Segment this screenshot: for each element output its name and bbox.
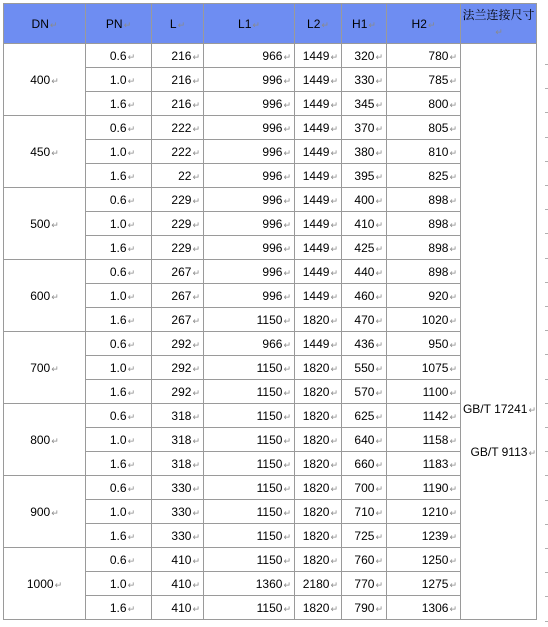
- cell-l1: 1360↵: [204, 572, 295, 596]
- cell-h2: 810↵: [387, 140, 461, 164]
- cell-l: 222↵: [152, 140, 204, 164]
- header-flange-connection: 法兰连接尺寸↵: [461, 4, 537, 44]
- cell-l: 292↵: [152, 380, 204, 404]
- header-pn: PN↵: [86, 4, 152, 44]
- cell-pn: 0.6↵: [86, 116, 152, 140]
- cell-l1: 1150↵: [204, 428, 295, 452]
- cell-l1: 1150↵: [204, 380, 295, 404]
- cell-l: 318↵: [152, 404, 204, 428]
- cell-l: 222↵: [152, 116, 204, 140]
- cell-l1: 1150↵: [204, 404, 295, 428]
- cell-l1: 1150↵: [204, 452, 295, 476]
- cell-pn: 0.6↵: [86, 188, 152, 212]
- cell-h1: 330↵: [342, 68, 387, 92]
- cell-l1: 1150↵: [204, 356, 295, 380]
- cell-l1: 1150↵: [204, 476, 295, 500]
- cell-dn: 700↵: [4, 332, 86, 404]
- cell-l: 410↵: [152, 596, 204, 620]
- cell-dn: 600↵: [4, 260, 86, 332]
- cell-h1: 700↵: [342, 476, 387, 500]
- flange-standard-2: GB/T 9113↵: [470, 445, 536, 459]
- cell-h1: 370↵: [342, 116, 387, 140]
- cell-l2: 1820↵: [295, 548, 342, 572]
- cell-h1: 760↵: [342, 548, 387, 572]
- cell-h1: 550↵: [342, 356, 387, 380]
- table-row: [4, 404, 537, 428]
- header-h1: H1↵: [342, 4, 387, 44]
- cell-pn: 1.0↵: [86, 68, 152, 92]
- table-row: [4, 260, 537, 284]
- cell-l1: 996↵: [204, 140, 295, 164]
- cell-h2: 920↵: [387, 284, 461, 308]
- cell-l: 410↵: [152, 548, 204, 572]
- cell-h2: 1306↵: [387, 596, 461, 620]
- cell-l: 267↵: [152, 284, 204, 308]
- cell-pn: 0.6↵: [86, 44, 152, 68]
- cell-l2: 1820↵: [295, 500, 342, 524]
- cell-l2: 1820↵: [295, 476, 342, 500]
- cell-l: 216↵: [152, 44, 204, 68]
- cell-h2: 785↵: [387, 68, 461, 92]
- cell-l1: 1150↵: [204, 548, 295, 572]
- cell-l2: 2180↵: [295, 572, 342, 596]
- cell-l: 292↵: [152, 332, 204, 356]
- cell-h1: 400↵: [342, 188, 387, 212]
- cell-pn: 0.6↵: [86, 260, 152, 284]
- cell-l2: 1820↵: [295, 596, 342, 620]
- cell-l2: 1449↵: [295, 188, 342, 212]
- cell-h1: 725↵: [342, 524, 387, 548]
- cell-l: 330↵: [152, 476, 204, 500]
- cell-l2: 1449↵: [295, 164, 342, 188]
- cell-pn: 1.6↵: [86, 164, 152, 188]
- cell-l2: 1449↵: [295, 260, 342, 284]
- cell-pn: 0.6↵: [86, 332, 152, 356]
- cell-dn: 500↵: [4, 188, 86, 260]
- cell-h1: 345↵: [342, 92, 387, 116]
- cell-l: 292↵: [152, 356, 204, 380]
- cell-l1: 1150↵: [204, 500, 295, 524]
- cell-l: 229↵: [152, 188, 204, 212]
- cell-l: 216↵: [152, 92, 204, 116]
- cell-l: 318↵: [152, 428, 204, 452]
- table-body: [4, 44, 537, 620]
- cell-h2: 898↵: [387, 188, 461, 212]
- header-l1: L1↵: [204, 4, 295, 44]
- cell-h2: 1183↵: [387, 452, 461, 476]
- cell-h2: 950↵: [387, 332, 461, 356]
- cell-l1: 966↵: [204, 44, 295, 68]
- cell-pn: 1.6↵: [86, 380, 152, 404]
- cell-l2: 1449↵: [295, 284, 342, 308]
- dimensions-table: [3, 3, 537, 620]
- cell-h1: 460↵: [342, 284, 387, 308]
- cell-l: 267↵: [152, 260, 204, 284]
- cell-l: 229↵: [152, 236, 204, 260]
- header-l2: L2↵: [295, 4, 342, 44]
- cell-h1: 470↵: [342, 308, 387, 332]
- cell-h1: 425↵: [342, 236, 387, 260]
- cell-pn: 1.0↵: [86, 140, 152, 164]
- cell-dn: 900↵: [4, 476, 86, 548]
- cell-l1: 1150↵: [204, 524, 295, 548]
- cell-l1: 996↵: [204, 236, 295, 260]
- cell-h1: 770↵: [342, 572, 387, 596]
- table-row: [4, 476, 537, 500]
- cell-l1: 996↵: [204, 188, 295, 212]
- cell-l1: 996↵: [204, 92, 295, 116]
- cell-l2: 1820↵: [295, 452, 342, 476]
- cell-l1: 996↵: [204, 212, 295, 236]
- cell-l: 22↵: [152, 164, 204, 188]
- cell-h2: 1190↵: [387, 476, 461, 500]
- cell-l1: 996↵: [204, 284, 295, 308]
- cell-l1: 996↵: [204, 116, 295, 140]
- cell-h1: 440↵: [342, 260, 387, 284]
- cell-l2: 1820↵: [295, 380, 342, 404]
- cell-l: 330↵: [152, 500, 204, 524]
- cell-pn: 1.0↵: [86, 284, 152, 308]
- cell-l: 229↵: [152, 212, 204, 236]
- table-row: [4, 332, 537, 356]
- table-row: [4, 188, 537, 212]
- cell-l2: 1820↵: [295, 428, 342, 452]
- cell-h2: 898↵: [387, 236, 461, 260]
- cell-pn: 1.0↵: [86, 572, 152, 596]
- cell-h2: 1100↵: [387, 380, 461, 404]
- cell-dn: 1000↵: [4, 548, 86, 620]
- table-row: [4, 116, 537, 140]
- cell-l2: 1449↵: [295, 116, 342, 140]
- cell-h2: 898↵: [387, 260, 461, 284]
- cell-l2: 1449↵: [295, 92, 342, 116]
- cell-dn: 800↵: [4, 404, 86, 476]
- cell-l2: 1820↵: [295, 404, 342, 428]
- cell-dn: 450↵: [4, 116, 86, 188]
- header-row: [4, 4, 537, 44]
- cell-l1: 966↵: [204, 332, 295, 356]
- cell-h1: 410↵: [342, 212, 387, 236]
- cell-h2: 1250↵: [387, 548, 461, 572]
- flange-standard-1: GB/T 17241↵: [462, 402, 536, 416]
- cell-pn: 0.6↵: [86, 404, 152, 428]
- cell-l1: 996↵: [204, 260, 295, 284]
- table-row: [4, 44, 537, 68]
- header-h2: H2↵: [387, 4, 461, 44]
- cell-pn: 1.6↵: [86, 524, 152, 548]
- cell-l2: 1449↵: [295, 44, 342, 68]
- cell-l: 410↵: [152, 572, 204, 596]
- cell-h1: 625↵: [342, 404, 387, 428]
- cell-l2: 1449↵: [295, 140, 342, 164]
- header-l: L↵: [152, 4, 204, 44]
- cell-l: 318↵: [152, 452, 204, 476]
- header-dn: DN↵: [4, 4, 86, 44]
- cell-h2: 1020↵: [387, 308, 461, 332]
- cell-h1: 710↵: [342, 500, 387, 524]
- cell-h2: 1142↵: [387, 404, 461, 428]
- cell-pn: 1.0↵: [86, 356, 152, 380]
- cell-h2: 898↵: [387, 212, 461, 236]
- cell-flange-connection: [461, 44, 537, 620]
- cell-l2: 1820↵: [295, 356, 342, 380]
- cell-h2: 1158↵: [387, 428, 461, 452]
- cell-pn: 1.6↵: [86, 596, 152, 620]
- cell-l1: 1150↵: [204, 308, 295, 332]
- cell-dn: 400↵: [4, 44, 86, 116]
- cell-l2: 1449↵: [295, 68, 342, 92]
- cell-h2: 805↵: [387, 116, 461, 140]
- cell-h1: 570↵: [342, 380, 387, 404]
- cell-l2: 1449↵: [295, 212, 342, 236]
- cell-pn: 1.6↵: [86, 236, 152, 260]
- cell-pn: 0.6↵: [86, 476, 152, 500]
- cell-l2: 1820↵: [295, 524, 342, 548]
- cell-l1: 996↵: [204, 164, 295, 188]
- cell-h1: 380↵: [342, 140, 387, 164]
- cell-pn: 1.0↵: [86, 212, 152, 236]
- cell-l2: 1449↵: [295, 332, 342, 356]
- cell-l1: 996↵: [204, 68, 295, 92]
- cell-h1: 395↵: [342, 164, 387, 188]
- cell-h2: 800↵: [387, 92, 461, 116]
- cell-h2: 825↵: [387, 164, 461, 188]
- cell-h2: 780↵: [387, 44, 461, 68]
- cell-h2: 1075↵: [387, 356, 461, 380]
- cell-l2: 1449↵: [295, 236, 342, 260]
- cell-pn: 1.6↵: [86, 452, 152, 476]
- cell-pn: 1.0↵: [86, 500, 152, 524]
- cell-h1: 660↵: [342, 452, 387, 476]
- cell-l: 267↵: [152, 308, 204, 332]
- cell-l: 330↵: [152, 524, 204, 548]
- cell-h2: 1210↵: [387, 500, 461, 524]
- cell-pn: 1.0↵: [86, 428, 152, 452]
- cell-l2: 1820↵: [295, 308, 342, 332]
- cell-h1: 790↵: [342, 596, 387, 620]
- cell-h1: 320↵: [342, 44, 387, 68]
- cell-pn: 1.6↵: [86, 92, 152, 116]
- cell-h1: 640↵: [342, 428, 387, 452]
- cell-l1: 1150↵: [204, 596, 295, 620]
- cell-l: 216↵: [152, 68, 204, 92]
- cell-pn: 1.6↵: [86, 308, 152, 332]
- cell-pn: 0.6↵: [86, 548, 152, 572]
- cell-h1: 436↵: [342, 332, 387, 356]
- table-row: [4, 548, 537, 572]
- cell-h2: 1239↵: [387, 524, 461, 548]
- cell-h2: 1275↵: [387, 572, 461, 596]
